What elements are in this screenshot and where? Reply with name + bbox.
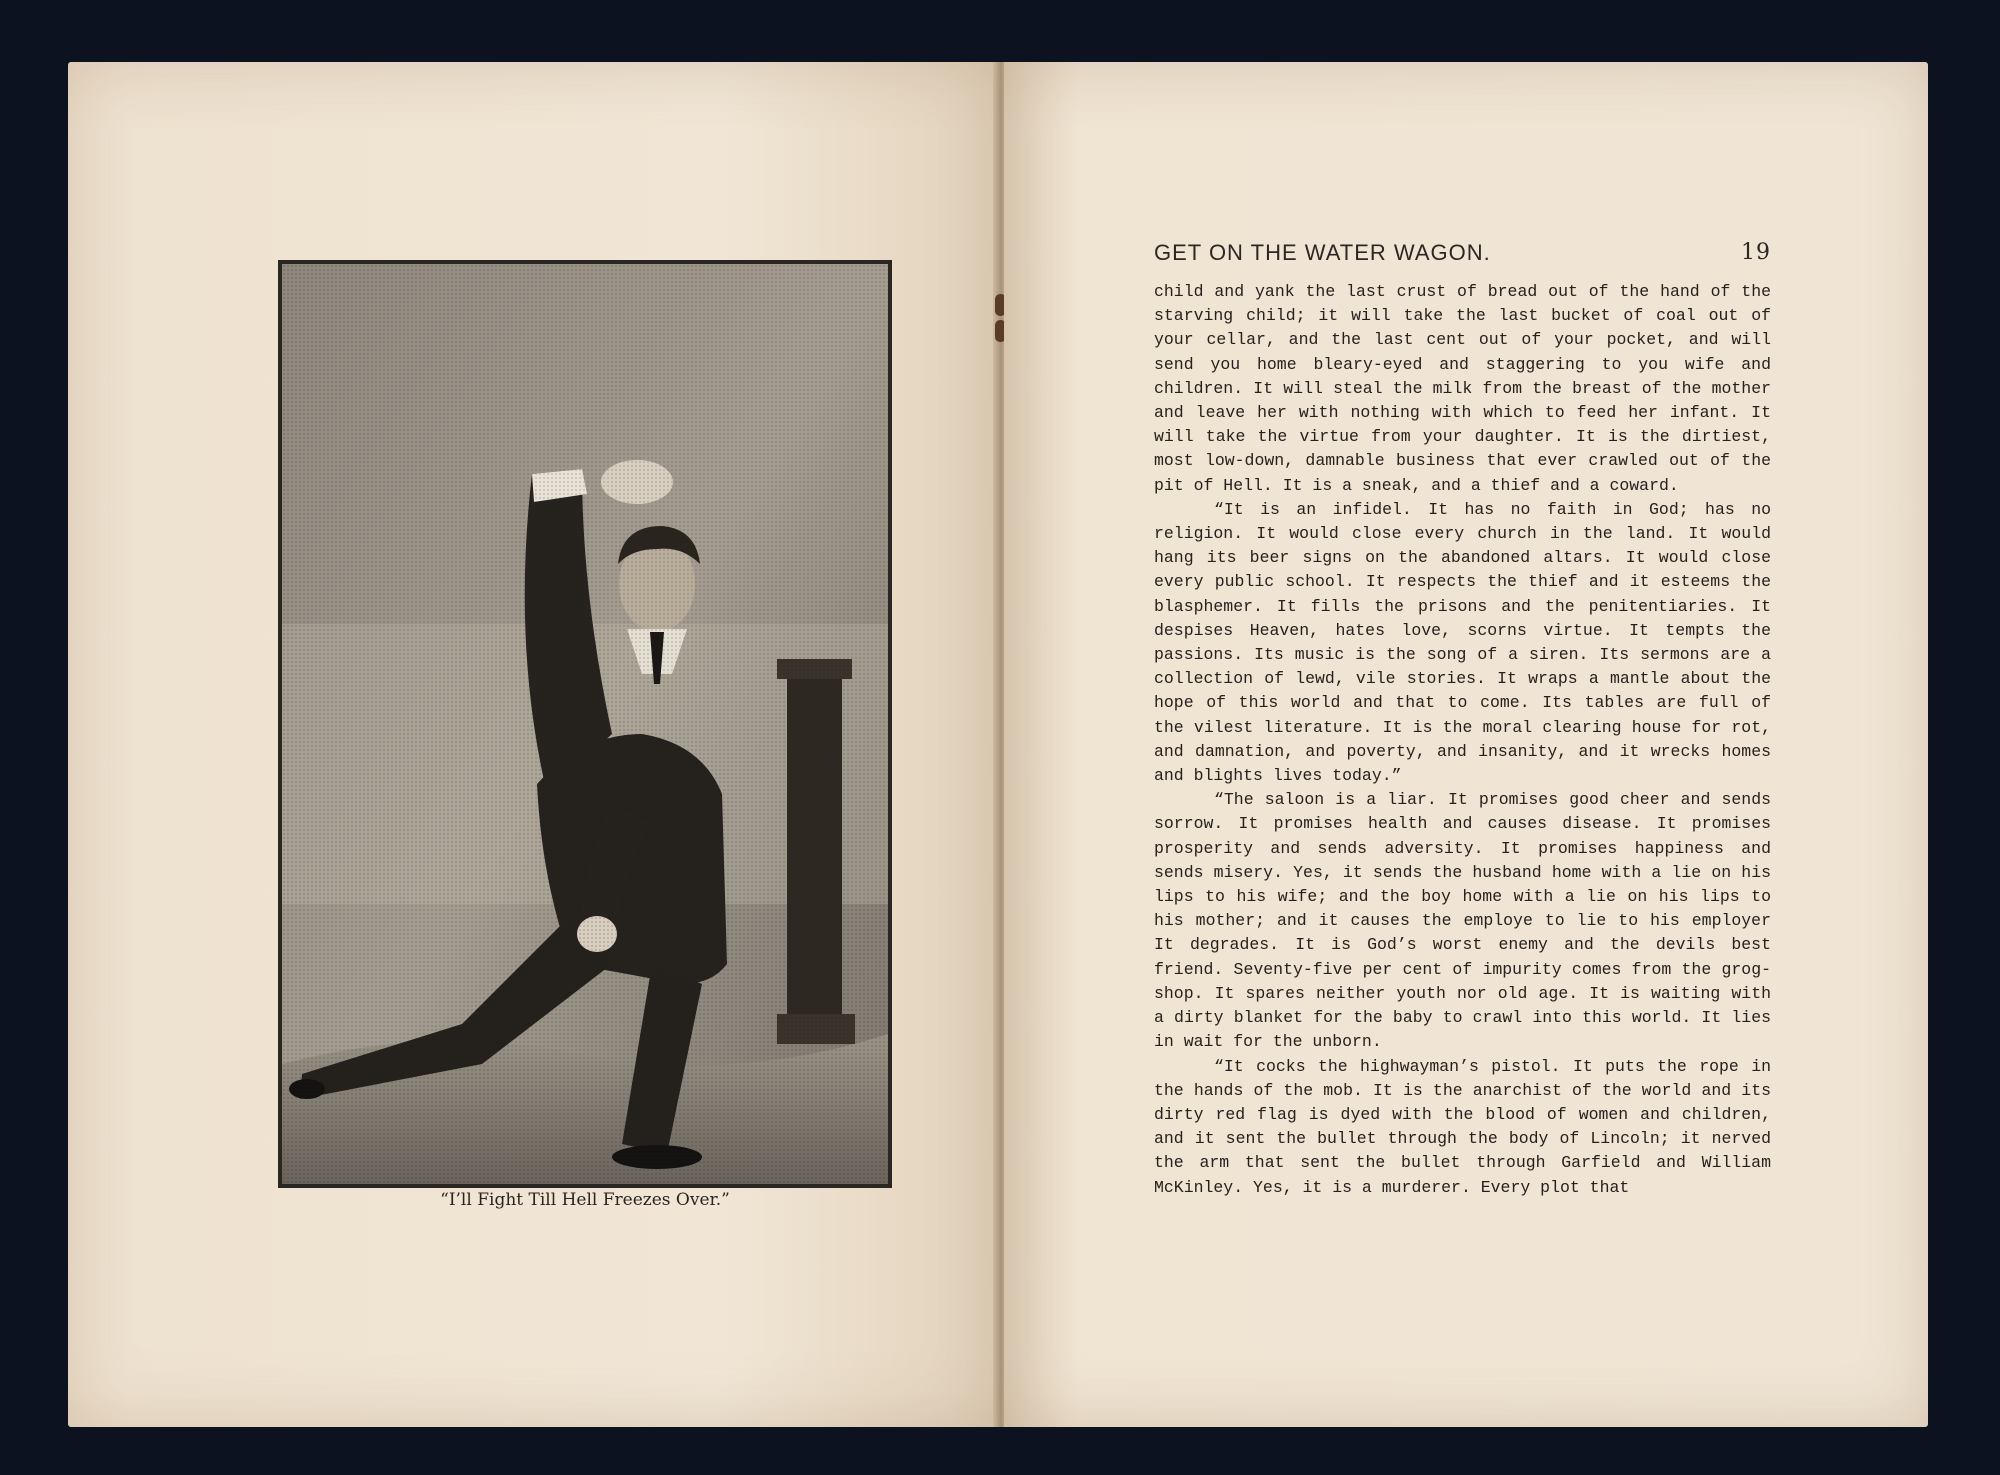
preacher-figure-illustration bbox=[282, 264, 888, 1184]
halftone-photo bbox=[278, 260, 892, 1188]
left-page bbox=[68, 62, 998, 1427]
running-head-title: GET ON THE WATER WAGON. bbox=[1154, 240, 1491, 265]
paragraph: “The saloon is a liar. It promises good cheer and sends sorrow. It promises health and causes disease. It promises prosperity and sends adversity. It promises happiness and sends misery. Yes, it sends the husband home with a lie on his lips to his wife; and the boy home with a lie on his lips to his mother; and it causes the employe to lie to his employer It degrades. It is God’s worst enemy and the devils best friend. Seventy-five per cent of impurity comes from the grog-shop. It spares neither youth nor old age. It is waiting with a dirty blanket for the baby to crawl into this world. It lies in wait for the unborn. bbox=[1154, 790, 1771, 1052]
body-text bbox=[1154, 280, 1771, 1200]
book-spread bbox=[68, 62, 1928, 1427]
paragraph: child and yank the last crust of bread out of the hand of the starving child; it will take the last bucket of coal out of your cellar, and the last cent out of your pocket, and will send you home bleary-eyed and staggering to you wife and children. It will steal the milk from the breast of the mother and leave her with nothing with which to feed her infant. It will take the virtue from your daughter. It is the dirtiest, most low-down, damnable business that ever crawled out of the pit of Hell. It is a sneak, and a thief and a coward. bbox=[1154, 282, 1771, 495]
paragraph: “It is an infidel. It has no faith in God; has no religion. It would close every church in the land. It would hang its beer signs on the abandoned altars. It would close every public school. It respects the thief and it esteems the blasphemer. It fills the prisons and the penitentiaries. It despises Heaven, hates love, scorns virtue. It tempts the passions. Its music is the song of a siren. Its sermons are a collection of lewd, vile stories. It wraps a mantle about the hope of this world and that to come. Its tables are full of the vilest literature. It is the moral clearing house for rot, and damnation, and poverty, and insanity, and it wrecks homes and blights lives today.” bbox=[1154, 499, 1771, 786]
photo-caption: “I’ll Fight Till Hell Freezes Over.” bbox=[440, 1190, 730, 1210]
page-number: 19 bbox=[1741, 240, 1771, 265]
paragraph: “It cocks the highwayman’s pistol. It puts the rope in the hands of the mob. It is the anarchist of the world and its dirty red flag is dyed with the blood of women and children, and it sent the bullet through the body of Lincoln; it nerved the arm that sent the bullet through Garfield and William McKinley. Yes, it is a murderer. Every plot that bbox=[1154, 1056, 1771, 1197]
right-page bbox=[1004, 62, 1928, 1427]
